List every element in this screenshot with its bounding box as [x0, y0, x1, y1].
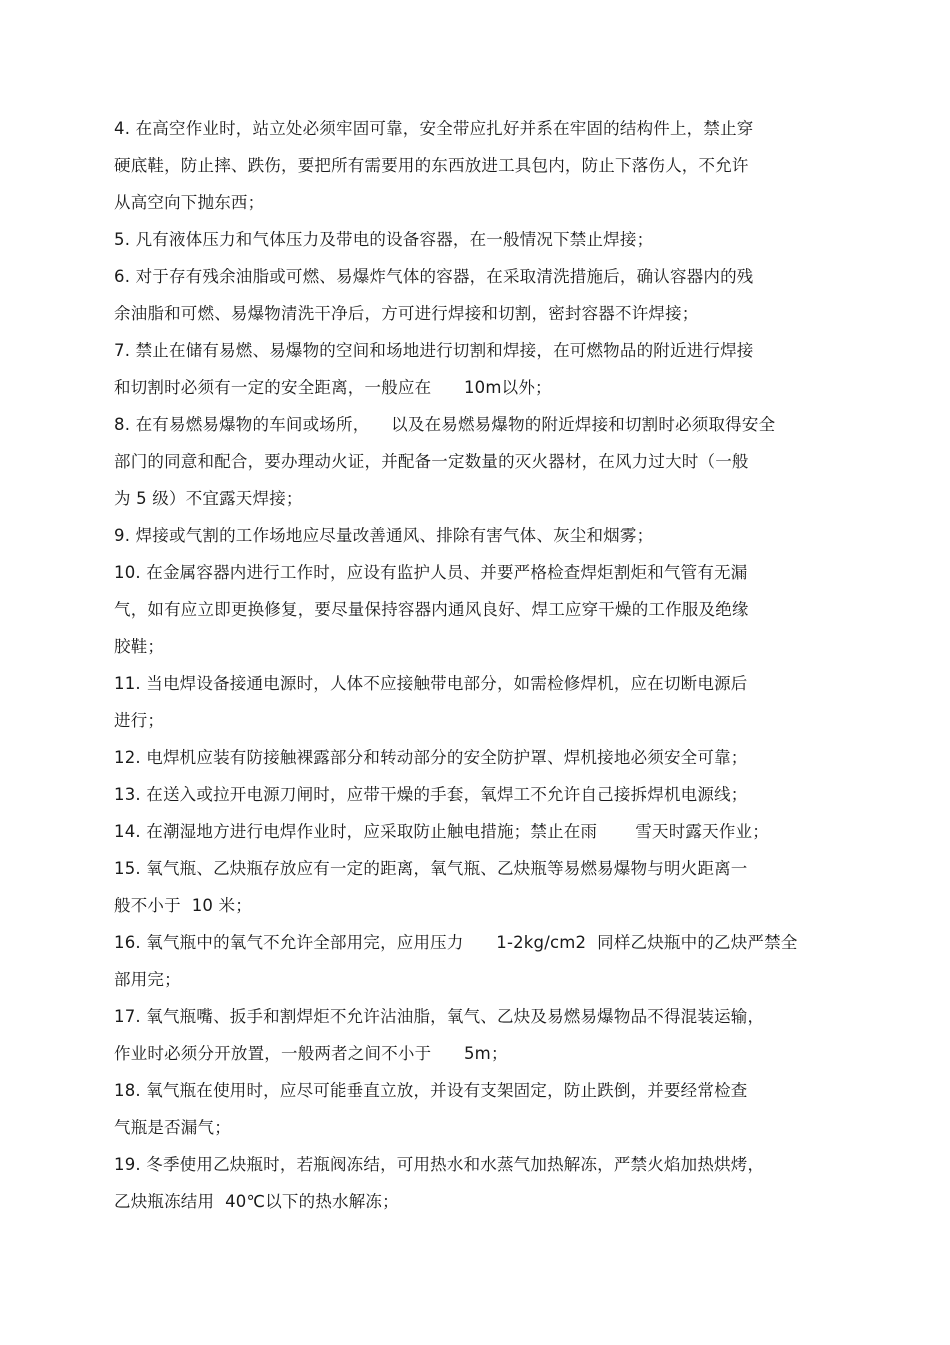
- text-line: 12. 电焊机应装有防接触裸露部分和转动部分的安全防护罩、焊机接地必须安全可靠；: [114, 748, 748, 767]
- text-line: 进行；: [114, 711, 165, 730]
- text-line: 部门的同意和配合，要办理动火证，并配备一定数量的灭火器材，在风力过大时（一般: [114, 452, 749, 471]
- text-line: 14. 在潮湿地方进行电焊作业时，应采取防止触电措施；禁止在雨 雪天时露天作业；: [114, 822, 769, 841]
- text-line: 为 5 级）不宜露天焊接；: [114, 489, 303, 508]
- text-line: 作业时必须分开放置，一般两者之间不小于 5m；: [114, 1044, 508, 1063]
- text-line: 般不小于 10 米；: [114, 896, 252, 915]
- text-line: 18. 氧气瓶在使用时，应尽可能垂直立放，并设有支架固定，防止跌倒，并要经常检查: [114, 1081, 748, 1100]
- text-line: 10. 在金属容器内进行工作时，应设有监护人员、并要严格检查焊炬割炬和气管有无漏: [114, 563, 748, 582]
- text-line: 硬底鞋，防止摔、跌伤，要把所有需要用的东西放进工具包内，防止下落伤人，不允许: [114, 156, 749, 175]
- text-line: 13. 在送入或拉开电源刀闸时，应带干燥的手套，氧焊工不允许自己接拆焊机电源线；: [114, 785, 748, 804]
- text-line: 11. 当电焊设备接通电源时，人体不应接触带电部分，如需检修焊机，应在切断电源后: [114, 674, 748, 693]
- text-line: 部用完；: [114, 970, 181, 989]
- text-line: 气，如有应立即更换修复，要尽量保持容器内通风良好、焊工应穿干燥的工作服及绝缘: [114, 600, 749, 619]
- text-line: 余油脂和可燃、易爆物清洗干净后，方可进行焊接和切割，密封容器不许焊接；: [114, 304, 699, 323]
- text-line: 15. 氧气瓶、乙炔瓶存放应有一定的距离，氧气瓶、乙炔瓶等易燃易爆物与明火距离一: [114, 859, 748, 878]
- text-line: 17. 氧气瓶嘴、扳手和割焊炬不允许沾油脂，氧气、乙炔及易燃易爆物品不得混装运输，: [114, 1007, 765, 1026]
- text-line: 19. 冬季使用乙炔瓶时，若瓶阀冻结，可用热水和水蒸气加热解冻，严禁火焰加热烘烤，: [114, 1155, 765, 1174]
- text-line: 乙炔瓶冻结用 40℃以下的热水解冻；: [114, 1192, 399, 1211]
- text-line: 从高空向下抛东西；: [114, 193, 265, 212]
- text-line: 和切割时必须有一定的安全距离，一般应在 10m以外；: [114, 378, 552, 397]
- text-line: 气瓶是否漏气；: [114, 1118, 231, 1137]
- text-line: 8. 在有易燃易爆物的车间或场所， 以及在易燃易爆物的附近焊接和切割时必须取得安全: [114, 415, 776, 434]
- text-line: 5. 凡有液体压力和气体压力及带电的设备容器，在一般情况下禁止焊接；: [114, 230, 654, 249]
- text-line: 7. 禁止在储有易燃、易爆物的空间和场地进行切割和焊接，在可燃物品的附近进行焊接: [114, 341, 754, 360]
- text-line: 6. 对于存有残余油脂或可燃、易爆炸气体的容器，在采取清洗措施后，确认容器内的残: [114, 267, 754, 286]
- text-line: 9. 焊接或气割的工作场地应尽量改善通风、排除有害气体、灰尘和烟雾；: [114, 526, 654, 545]
- text-line: 胶鞋；: [114, 637, 165, 656]
- text-line: 16. 氧气瓶中的氧气不允许全部用完，应用压力 1-2kg/cm2 同样乙炔瓶中的乙炔严禁全: [114, 933, 798, 952]
- text-line: 4. 在高空作业时，站立处必须牢固可靠，安全带应扎好并系在牢固的结构件上，禁止穿: [114, 119, 754, 138]
- document-body: [114, 116, 834, 1226]
